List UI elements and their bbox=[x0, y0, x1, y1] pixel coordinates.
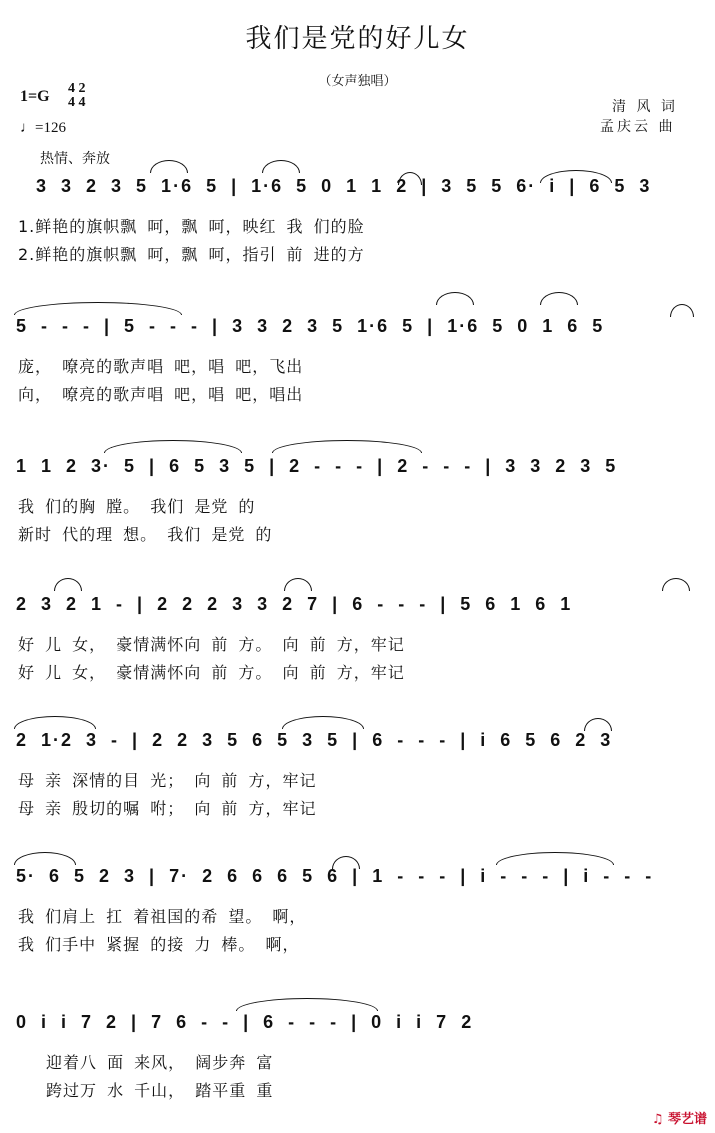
time-signature-top: 4 2 bbox=[68, 81, 86, 96]
expression-marking: 热情、奔放 bbox=[40, 151, 110, 167]
lyricist-credit: 清 风 词 bbox=[612, 99, 678, 115]
lyric-line-5-verse-2: 母 亲 殷切的嘱 咐； 向 前 方，牢记 bbox=[18, 799, 317, 818]
performance-note: （女声独唱） bbox=[318, 74, 397, 89]
notation-line-4: 2 3 2 1 - | 2 2 2 3 3 2 7 | 6 - - - | 5 6 1 6 1 bbox=[16, 594, 573, 614]
key-signature: 1=G bbox=[20, 88, 50, 105]
lyric-line-3-verse-1: 我 们的胸 膛。 我们 是党 的 bbox=[18, 497, 256, 516]
lyric-line-3-verse-2: 新时 代的理 想。 我们 是党 的 bbox=[18, 525, 273, 544]
lyric-line-6-verse-1: 我 们肩上 扛 着祖国的希 望。 啊， bbox=[18, 907, 307, 926]
site-logo: ♫ 琴艺谱 bbox=[651, 1112, 707, 1127]
composer-credit: 孟庆云 曲 bbox=[600, 119, 676, 135]
lyric-line-7-verse-1: 迎着八 面 来风， 阔步奔 富 bbox=[46, 1053, 274, 1072]
tempo-marking: ♩=126 bbox=[20, 120, 66, 136]
lyric-line-4-verse-2: 好 儿 女， 豪情满怀向 前 方。 向 前 方，牢记 bbox=[18, 663, 405, 682]
notation-line-1: 3 3 2 3 5 1·6 5 | 1·6 5 0 1 1 2 | 3 5 5 6· i | 6 5 3 bbox=[36, 176, 652, 196]
lyric-line-1-verse-2: 2.鲜艳的旗帜飘 呵，飘 呵，指引 前 进的方 bbox=[18, 245, 365, 264]
lyric-line-2-verse-2: 向， 嘹亮的歌声唱 吧，唱 吧，唱出 bbox=[18, 385, 304, 404]
lyric-line-2-verse-1: 庞， 嘹亮的歌声唱 吧，唱 吧，飞出 bbox=[18, 357, 304, 376]
lyric-line-4-verse-1: 好 儿 女， 豪情满怀向 前 方。 向 前 方，牢记 bbox=[18, 635, 405, 654]
lyric-line-5-verse-1: 母 亲 深情的目 光； 向 前 方，牢记 bbox=[18, 771, 317, 790]
time-signature bbox=[68, 82, 86, 110]
lyric-line-6-verse-2: 我 们手中 紧握 的接 力 棒。 啊， bbox=[18, 935, 300, 954]
lyric-line-1-verse-1: 1.鲜艳的旗帜飘 呵，飘 呵，映红 我 们的脸 bbox=[18, 217, 365, 236]
site-logo-text: 琴艺谱 bbox=[667, 1112, 707, 1127]
song-title: 我们是党的好儿女 bbox=[245, 24, 470, 54]
lyric-line-7-verse-2: 跨过万 水 千山， 踏平重 重 bbox=[46, 1081, 274, 1100]
notation-line-2: 5 - - - | 5 - - - | 3 3 2 3 5 1·6 5 | 1·6 5 0 1 6 5 bbox=[16, 316, 605, 336]
notation-line-6: 5· 6 5 2 3 | 7· 2 6 6 6 5 6 | 1 - - - | i - - - | i - - - bbox=[16, 866, 654, 886]
notation-line-5: 2 1·2 3 - | 2 2 3 5 6 5 3 5 | 6 - - - | i 6 5 6 2 3 bbox=[16, 730, 613, 750]
notation-line-3: 1 1 2 3· 5 | 6 5 3 5 | 2 - - - | 2 - - - | 3 3 2 3 5 bbox=[16, 456, 618, 476]
notation-line-7: 0 i i 7 2 | 7 6 - - | 6 - - - | 0 i i 7 2 bbox=[16, 1012, 474, 1032]
time-signature-bottom: 4 4 bbox=[68, 95, 86, 110]
